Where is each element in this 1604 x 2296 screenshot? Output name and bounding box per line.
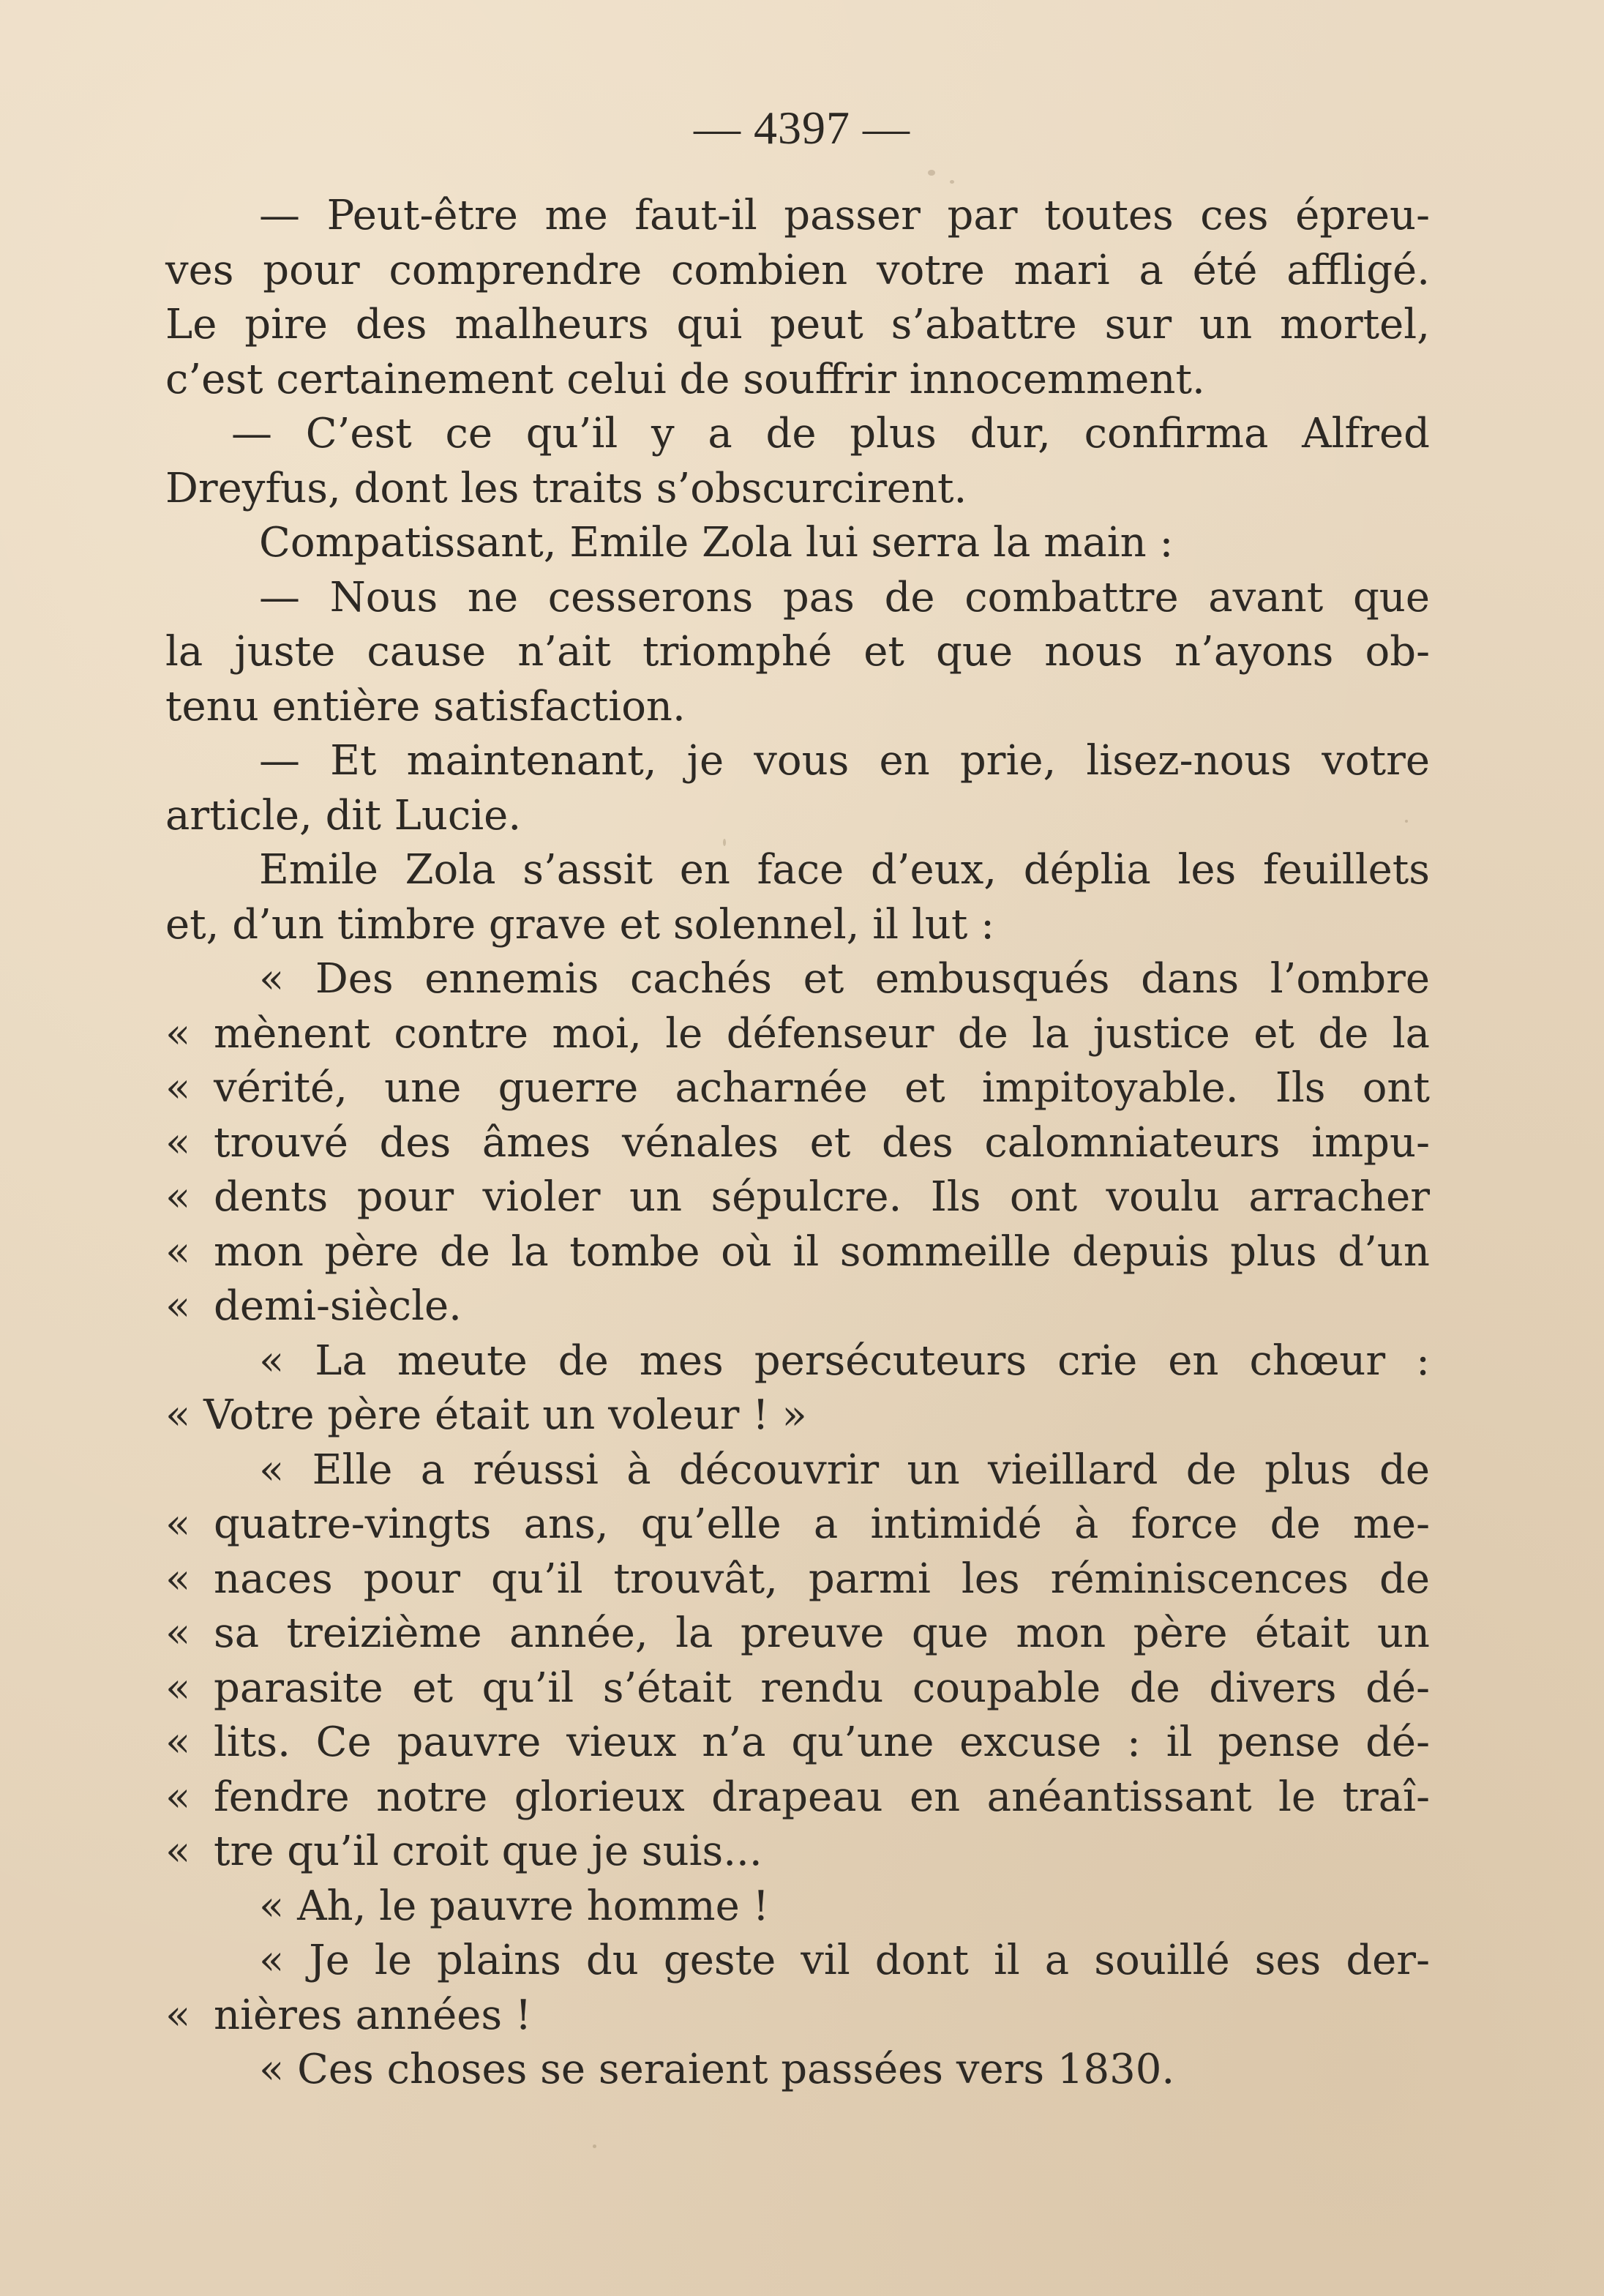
text-line: [165, 462, 1430, 517]
text-line: [165, 1989, 1430, 2043]
text-line: [165, 1225, 1430, 1280]
text-line: [165, 1825, 1430, 1880]
text-line: [165, 298, 1430, 353]
line-text: tenu entière satisfaction.: [165, 682, 686, 730]
quote-mark: «: [165, 1173, 191, 1221]
quote-mark: «: [165, 1064, 191, 1112]
line-text: Emile Zola s’assit en face d’eux, déplia les feuillets: [259, 846, 1430, 894]
text-line: [165, 189, 1430, 244]
line-text: tre qu’il croit que je suis...: [214, 1828, 762, 1875]
line-text: quatre-vingts ans, qu’elle a intimidé à force de me-: [214, 1500, 1430, 1548]
quote-mark: «: [165, 1609, 191, 1657]
line-text: « Votre père était un voleur ! »: [165, 1391, 807, 1439]
quote-mark: «: [165, 1009, 191, 1058]
paper-speck: [928, 170, 935, 176]
paper-speck: [723, 839, 726, 846]
line-text: — Et maintenant, je vous en prie, lisez-nous votre: [259, 737, 1430, 785]
page-number: — 4397 —: [694, 102, 910, 154]
line-text: et, d’un timbre grave et solennel, il lut :: [165, 900, 994, 949]
text-line: [165, 898, 1430, 953]
quote-mark: «: [165, 1773, 191, 1821]
text-line: [165, 407, 1430, 462]
line-text: — C’est ce qu’il y a de plus dur, confirma Alfred: [231, 410, 1430, 457]
text-line: [165, 1770, 1430, 1825]
text-line: [165, 1552, 1430, 1607]
line-text: Le pire des malheurs qui peut s’abattre sur un mortel,: [165, 301, 1430, 348]
text-line: [165, 244, 1430, 299]
line-text: dents pour violer un sépulcre. Ils ont voulu arracher: [214, 1173, 1430, 1221]
text-line: [165, 1279, 1430, 1334]
line-text: trouvé des âmes vénales et des calomniateurs impu-: [214, 1118, 1430, 1167]
body-text: [165, 189, 1430, 2098]
text-line: [165, 1388, 1430, 1443]
line-text: nières années !: [214, 1991, 532, 2039]
quote-mark: «: [165, 1828, 191, 1875]
quote-mark: «: [165, 1555, 191, 1603]
text-line: [165, 1061, 1430, 1116]
text-line: [165, 1116, 1430, 1171]
text-line: [165, 1607, 1430, 1661]
text-line: [165, 1443, 1430, 1498]
text-line: [165, 1170, 1430, 1225]
line-text: — Nous ne cesserons pas de combattre avant que: [259, 573, 1430, 621]
paper-speck: [1405, 820, 1408, 823]
line-text: sa treizième année, la preuve que mon père était un: [214, 1609, 1430, 1657]
line-text: mon père de la tombe où il sommeille depuis plus d’un: [214, 1227, 1430, 1276]
quote-mark: «: [165, 1991, 191, 2039]
quote-mark: «: [165, 1282, 191, 1330]
text-line: [165, 1007, 1430, 1062]
line-text: la juste cause n’ait triomphé et que nous n’ayons ob-: [165, 628, 1430, 676]
line-text: Dreyfus, dont les traits s’obscurcirent.: [165, 464, 967, 512]
line-text: fendre notre glorieux drapeau en anéantissant le traî-: [214, 1773, 1430, 1821]
line-text: « La meute de mes persécuteurs crie en chœur :: [259, 1336, 1430, 1385]
text-line: [165, 1497, 1430, 1552]
text-line: [165, 1661, 1430, 1716]
line-text: parasite et qu’il s’était rendu coupable de divers dé-: [214, 1664, 1430, 1712]
text-line: [165, 571, 1430, 626]
text-line: [165, 2043, 1430, 2098]
line-text: « Elle a réussi à découvrir un vieillard de plus de: [259, 1446, 1430, 1494]
quote-mark: «: [165, 1227, 191, 1276]
line-text: naces pour qu’il trouvât, parmi les réminiscences de: [214, 1555, 1430, 1603]
line-text: lits. Ce pauvre vieux n’a qu’une excuse : il pense dé-: [214, 1719, 1430, 1766]
text-line: [165, 952, 1430, 1007]
text-line: [165, 625, 1430, 680]
line-text: vérité, une guerre acharnée et impitoyable. Ils ont: [214, 1064, 1430, 1112]
line-text: « Ces choses se seraient passées vers 1830.: [259, 2046, 1175, 2093]
line-text: ves pour comprendre combien votre mari a été affligé.: [165, 246, 1430, 294]
text-line: [165, 680, 1430, 735]
text-line: [165, 1716, 1430, 1770]
line-text: demi-siècle.: [214, 1282, 462, 1330]
text-line: [165, 1334, 1430, 1389]
text-line: [165, 789, 1430, 844]
paper-speck: [950, 180, 954, 184]
line-text: c’est certainement celui de souffrir innocemment.: [165, 355, 1205, 403]
text-line: [165, 516, 1430, 571]
line-text: « Je le plains du geste vil dont il a souillé ses der-: [259, 1937, 1430, 1984]
line-text: mènent contre moi, le défenseur de la justice et de la: [214, 1009, 1430, 1058]
quote-mark: «: [165, 1500, 191, 1548]
text-line: [165, 1880, 1430, 1934]
quote-mark: «: [165, 1719, 191, 1766]
text-line: [165, 843, 1430, 898]
quote-mark: «: [165, 1118, 191, 1167]
text-line: [165, 1934, 1430, 1989]
line-text: Compatissant, Emile Zola lui serra la main :: [259, 519, 1174, 566]
paper-speck: [593, 2144, 596, 2148]
quote-mark: «: [165, 1664, 191, 1712]
text-line: [165, 734, 1430, 789]
line-text: article, dit Lucie.: [165, 791, 522, 840]
line-text: — Peut-être me faut-il passer par toutes ces épreu-: [259, 192, 1430, 239]
line-text: « Ah, le pauvre homme !: [259, 1882, 770, 1930]
text-line: [165, 353, 1430, 408]
line-text: « Des ennemis cachés et embusqués dans l’ombre: [259, 955, 1430, 1003]
